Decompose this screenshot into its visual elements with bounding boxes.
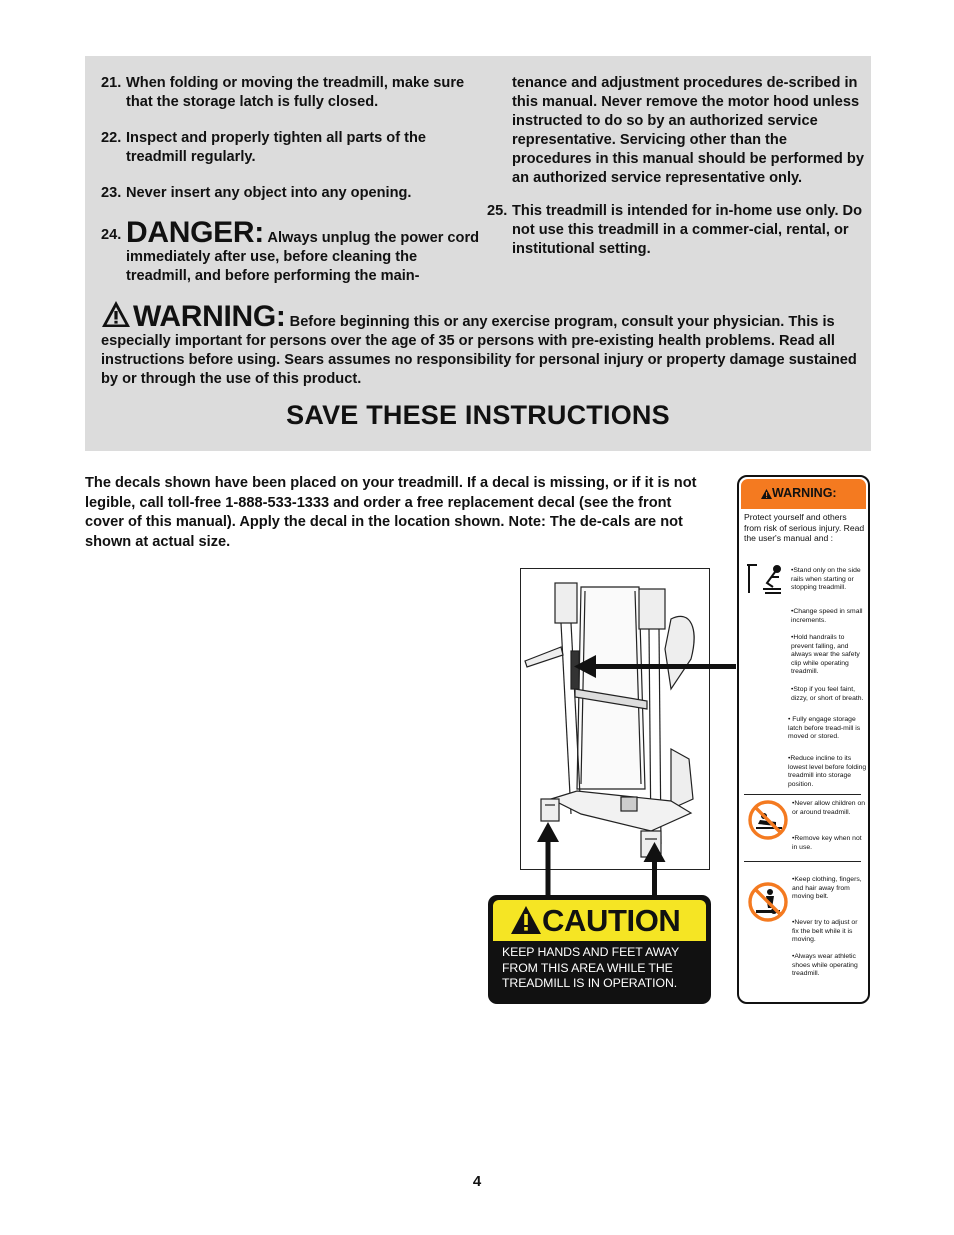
item-text: When folding or moving the treadmill, make sure that the storage latch is fully closed. bbox=[126, 75, 465, 110]
warning-bullet: •Hold handrails to prevent falling, and always wear the safety clip while operating treadmill. bbox=[791, 634, 860, 676]
caution-line: TREADMILL IS IN OPERATION. bbox=[502, 976, 678, 990]
arrow-right-caution bbox=[652, 858, 657, 896]
item-number: 21. bbox=[101, 75, 122, 91]
warning-bullet: •Reduce incline to its lowest level before folding treadmill into storage position. bbox=[788, 755, 867, 788]
item-number: 23. bbox=[101, 185, 122, 201]
no-children-icon bbox=[748, 800, 788, 840]
warning-decal-intro: Protect yourself and others from risk of serious injury. Read the user's manual and : bbox=[744, 512, 865, 543]
warning-decal-title: WARNING: bbox=[772, 486, 837, 500]
item-number: 24. bbox=[101, 227, 122, 243]
item-number: 22. bbox=[101, 130, 122, 146]
warning-bullet: •Change speed in small increments. bbox=[791, 608, 863, 624]
decals-intro-paragraph: The decals shown have been placed on your treadmill. If a decal is missing, or if it is not legible, call toll-free 1-888-533-1333 and order a free replacement decal (see the front cover of this manual). Apply the decal in the location shown. Note: The de-cals are not shown at actual size. bbox=[85, 475, 697, 550]
caution-line: FROM THIS AREA WHILE THE bbox=[502, 960, 673, 975]
caution-decal-header bbox=[493, 900, 706, 941]
caution-triangle-icon bbox=[510, 905, 542, 935]
warning-label: WARNING: bbox=[133, 300, 286, 333]
warning-triangle-icon bbox=[761, 489, 772, 499]
caution-line: KEEP HANDS AND FEET AWAY bbox=[502, 945, 680, 959]
save-instructions-heading: SAVE THESE INSTRUCTIONS bbox=[286, 400, 670, 430]
warning-decal-divider bbox=[744, 861, 861, 862]
warning-decal-header bbox=[741, 479, 866, 509]
item-text: This treadmill is intended for in-home use only. Do not use this treadmill in a commer-cial, rental, or institutional setting. bbox=[512, 203, 863, 257]
warning-bullet: •Stop if you feel faint, dizzy, or short of breath. bbox=[791, 686, 864, 702]
item-text: Always unplug the power cord immediately after use, before cleaning the treadmill, and before performing the main- bbox=[126, 230, 480, 284]
warning-bullet: •Remove key when not in use. bbox=[792, 835, 862, 851]
warning-decal bbox=[737, 475, 870, 1004]
arrow-left-caution bbox=[546, 838, 551, 896]
caution-decal bbox=[488, 895, 711, 1004]
arrow-to-warning-decal bbox=[592, 664, 736, 669]
warning-bullet: •Stand only on the side rails when starting or stopping treadmill. bbox=[791, 567, 861, 592]
instruction-item-24-continued: tenance and adjustment procedures de-scribed in this manual. Never remove the motor hood unless instructed to do so by an authorized service representative. Servicing other than the procedures in this manual should be performed by an authorized service representative only. bbox=[512, 75, 864, 186]
warning-bullet: •Never try to adjust or fix the belt while it is moving. bbox=[792, 919, 858, 944]
stand-on-rails-icon bbox=[745, 563, 785, 597]
arrowhead-left-caution bbox=[537, 822, 559, 842]
item-text: Inspect and properly tighten all parts of the treadmill regularly. bbox=[126, 130, 427, 165]
item-text: Never insert any object into any opening. bbox=[126, 185, 412, 201]
warning-bullet: •Always wear athletic shoes while operating treadmill. bbox=[792, 953, 858, 978]
arrowhead-right-caution bbox=[644, 842, 666, 862]
page-number: 4 bbox=[472, 1173, 482, 1190]
caution-title: CAUTION bbox=[542, 903, 681, 938]
warning-bullet: •Never allow children on or around treadmill. bbox=[792, 800, 866, 816]
warning-bullet: • Fully engage storage latch before tread-mill is moved or stored. bbox=[788, 716, 861, 741]
warning-bullet: •Keep clothing, fingers, and hair away from moving belt. bbox=[792, 876, 862, 901]
arrowhead-warning bbox=[574, 655, 596, 678]
warning-decal-divider bbox=[744, 794, 861, 795]
no-hands-belt-icon bbox=[748, 882, 788, 922]
item-number: 25. bbox=[487, 203, 508, 219]
caution-message bbox=[502, 945, 707, 992]
danger-label: DANGER: bbox=[126, 216, 264, 249]
warning-text: Before beginning this or any exercise program, consult your physician. This is especially important for persons over the age of 35 or persons with pre-existing health problems. Read all instructions before using. Sears assumes no responsibility for personal injury or property damage sustained by or through the use of this product. bbox=[101, 314, 857, 387]
